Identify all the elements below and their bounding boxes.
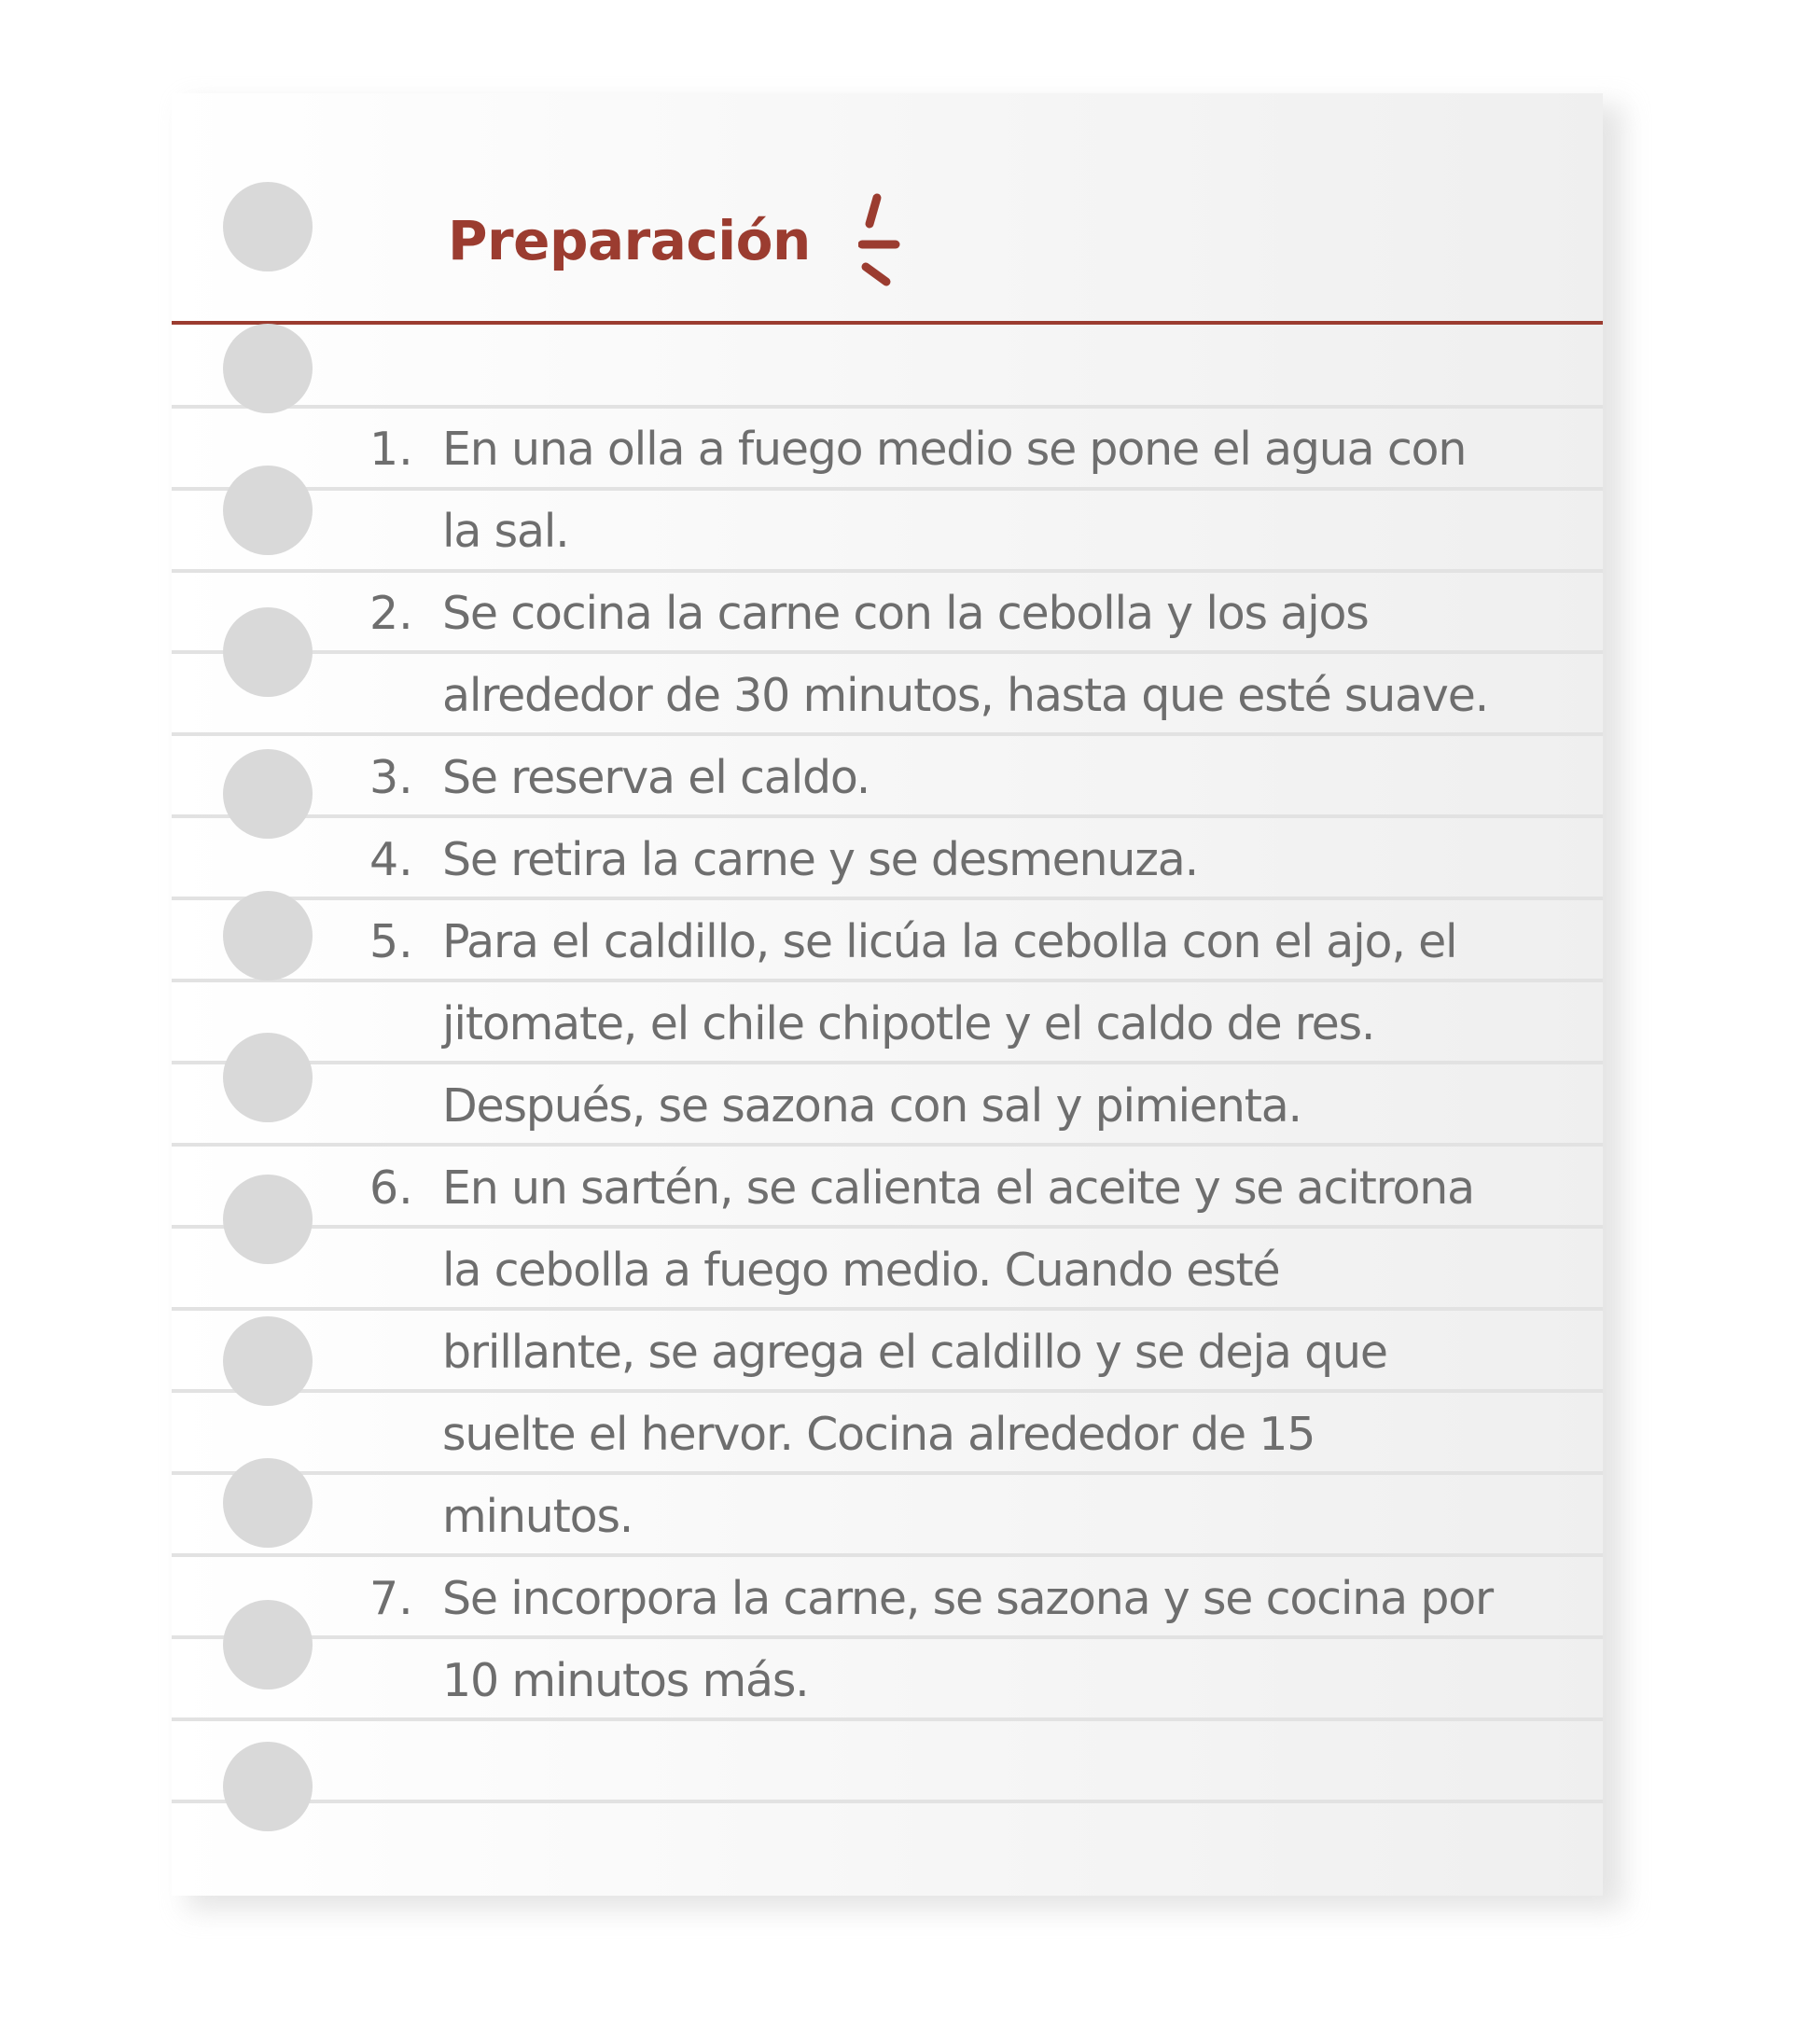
step-text-line: 10 minutos más. bbox=[442, 1654, 809, 1707]
step-text-line: Se reserva el caldo. bbox=[442, 751, 870, 804]
step-text-line: la cebolla a fuego medio. Cuando esté bbox=[442, 1244, 1280, 1297]
step-text-line: Para el caldillo, se licúa la cebolla con el ajo, el bbox=[442, 915, 1457, 968]
step-text-line: la sal. bbox=[442, 505, 569, 558]
step-text-line: minutos. bbox=[442, 1490, 633, 1543]
step-number: 4. bbox=[369, 833, 413, 886]
step-text-line: Después, se sazona con sal y pimienta. bbox=[442, 1079, 1301, 1133]
page-title: Preparación bbox=[448, 209, 811, 272]
step-number: 2. bbox=[369, 587, 413, 640]
step-text-line: suelte el hervor. Cocina alrededor de 15 bbox=[442, 1408, 1315, 1461]
step-text-line: alrededor de 30 minutos, hasta que esté suave. bbox=[442, 669, 1489, 722]
step-number: 7. bbox=[369, 1572, 413, 1625]
step-text-line: Se retira la carne y se desmenuza. bbox=[442, 833, 1198, 886]
preparation-steps bbox=[172, 93, 1603, 1896]
step-text-line: En un sartén, se calienta el aceite y se acitrona bbox=[442, 1161, 1474, 1215]
step-number: 3. bbox=[369, 751, 413, 804]
step-text-line: Se incorpora la carne, se sazona y se cocina por bbox=[442, 1572, 1493, 1625]
step-text-line: Se cocina la carne con la cebolla y los ajos bbox=[442, 587, 1369, 640]
notebook-page bbox=[172, 93, 1603, 1896]
step-number: 1. bbox=[369, 423, 413, 476]
step-number: 5. bbox=[369, 915, 413, 968]
step-text-line: En una olla a fuego medio se pone el agua con bbox=[442, 423, 1467, 476]
step-text-line: jitomate, el chile chipotle y el caldo de res. bbox=[442, 997, 1375, 1050]
step-text-line: brillante, se agrega el caldillo y se deja que bbox=[442, 1326, 1387, 1379]
step-number: 6. bbox=[369, 1161, 413, 1215]
